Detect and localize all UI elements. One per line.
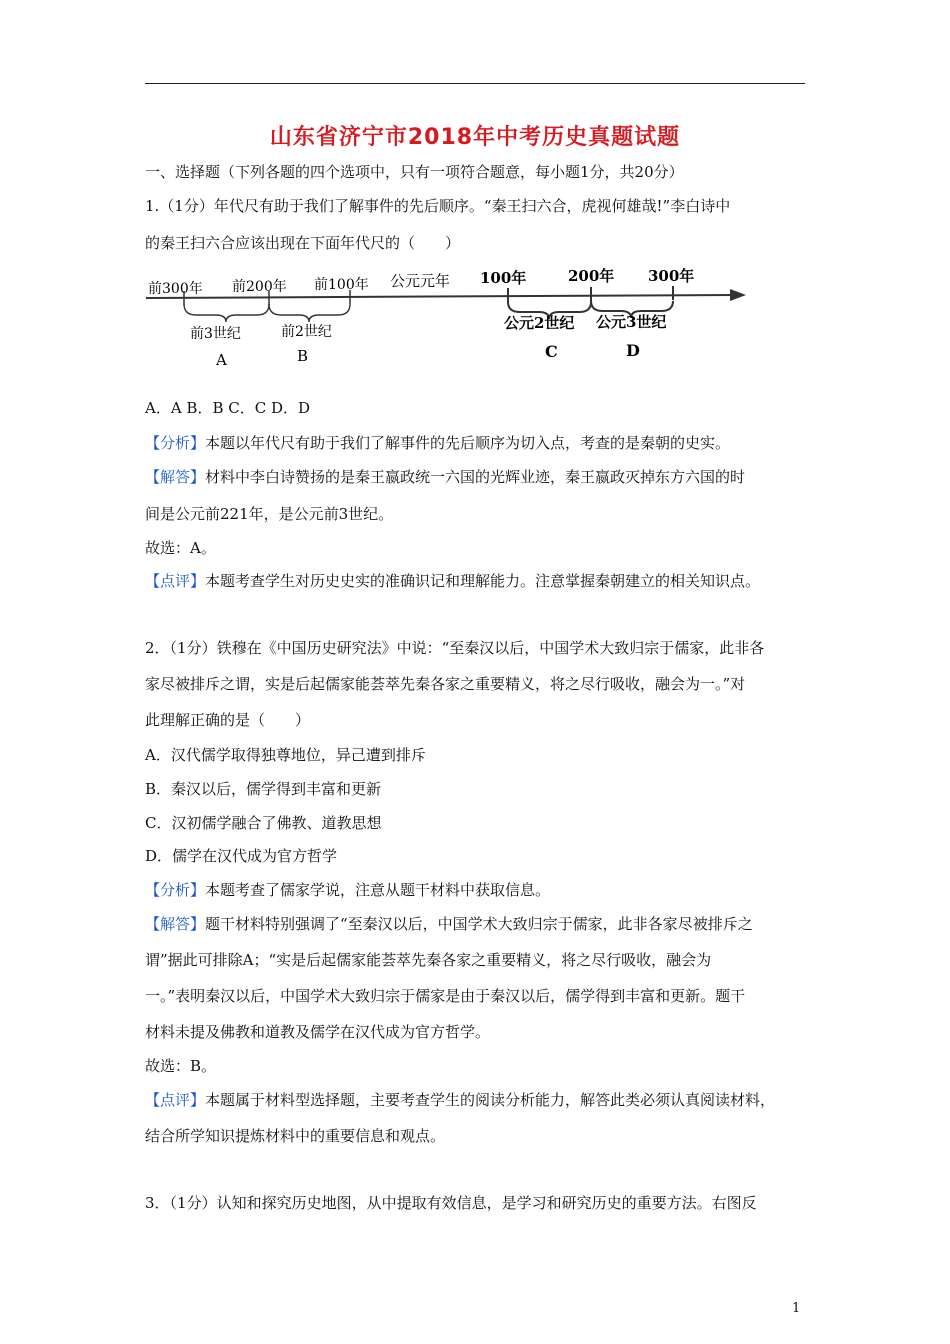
q1-comment-text: 本题考查学生对历史史实的准确识记和理解能力。注意掌握秦朝建立的相关知识点。 — [205, 572, 761, 590]
header-rule — [145, 83, 805, 84]
tick-label: 200年 — [568, 267, 615, 285]
tick-label: 300年 — [648, 267, 695, 285]
span-label: 公元2世纪 — [504, 314, 575, 332]
q1-choice: 故选：A。 — [145, 539, 216, 557]
span-label: 公元3世纪 — [596, 313, 667, 331]
timeline-arrow-icon — [730, 289, 746, 301]
q1-comment — [145, 571, 760, 591]
q2-stem-line2: 家尽被排斥之谓，实是后起儒家能荟萃先秦各家之重要精义，将之尽行吸收，融会为一。”对 — [145, 675, 746, 693]
comment-tag: 【点评】 — [145, 1091, 206, 1109]
q2-answer — [145, 914, 753, 934]
analysis-tag: 【分析】 — [145, 881, 206, 899]
comment-tag: 【点评】 — [145, 572, 206, 590]
q2-analysis-text: 本题考查了儒家学说，注意从题干材料中获取信息。 — [205, 881, 551, 899]
q2-answer-line1: 题干材料特别强调了“至秦汉以后，中国学术大致归宗于儒家，此非各家尽被排斥之 — [205, 915, 753, 933]
q2-analysis — [145, 880, 550, 900]
q1-analysis — [145, 433, 730, 453]
span-label: 前3世纪 — [190, 326, 241, 342]
tick-label: 前300年 — [148, 281, 203, 297]
q2-comment-line1: 本题属于材料型选择题，主要考查学生的阅读分析能力，解答此类必须认真阅读材料， — [205, 1091, 776, 1109]
q2-answer-line4: 材料未提及佛教和道教及儒学在汉代成为官方哲学。 — [145, 1023, 491, 1041]
span-letter: C — [545, 342, 558, 361]
timeline-axis — [146, 295, 736, 298]
q1-answer — [145, 467, 745, 487]
q1-answer-line1: 材料中李白诗赞扬的是秦王嬴政统一六国的光辉业迹，秦王嬴政灭掉东方六国的时 — [205, 468, 746, 486]
timeline-figure — [140, 258, 760, 378]
q1-stem-line2: 的秦王扫六合应该出现在下面年代尺的（ ） — [145, 234, 461, 252]
answer-tag: 【解答】 — [145, 915, 206, 933]
q2-option-c: C．汉初儒学融合了佛教、道教思想 — [145, 814, 382, 832]
q1-options: A．A B．B C．C D．D — [145, 399, 311, 417]
q3-stem-line1: 3．（1分）认知和探究历史地图，从中提取有效信息，是学习和研究历史的重要方法。右图反 — [145, 1194, 757, 1212]
timeline-svg — [140, 258, 760, 378]
page-number: 1 — [792, 1301, 801, 1316]
q2-answer-line2: 谓”据此可排除A；“实是后起儒家能荟萃先秦各家之重要精义，将之尽行吸收，融会为 — [145, 951, 712, 969]
document-title: 山东省济宁市2018年中考历史真题试题 — [269, 125, 681, 150]
q1-answer-line2: 间是公元前221年，是公元前3世纪。 — [145, 505, 394, 523]
q1-analysis-text: 本题以年代尺有助于我们了解事件的先后顺序为切入点，考查的是秦朝的史实。 — [205, 434, 731, 452]
section-heading: 一、选择题（下列各题的四个选项中，只有一项符合题意，每小题1分，共20分） — [145, 163, 684, 181]
tick-label: 前200年 — [232, 279, 287, 295]
span-letter: D — [626, 341, 640, 360]
q1-stem-line1: 1.（1分）年代尺有助于我们了解事件的先后顺序。“秦王扫六合，虎视何雄哉!”李白诗中 — [145, 197, 731, 215]
tick-label: 前100年 — [314, 277, 369, 293]
brace-b — [269, 304, 350, 322]
answer-tag: 【解答】 — [145, 468, 206, 486]
q2-option-d: D．儒学在汉代成为官方哲学 — [145, 847, 338, 865]
q2-comment-line2: 结合所学知识提炼材料中的重要信息和观点。 — [145, 1127, 446, 1145]
span-label: 前2世纪 — [281, 324, 332, 340]
q2-option-b: B．秦汉以后，儒学得到丰富和更新 — [145, 780, 382, 798]
q2-stem-line3: 此理解正确的是（ ） — [145, 711, 311, 729]
q2-comment — [145, 1090, 775, 1110]
q2-choice: 故选：B。 — [145, 1057, 217, 1075]
q2-stem-line1: 2．（1分）铁穆在《中国历史研究法》中说：“至秦汉以后，中国学术大致归宗于儒家，此非各 — [145, 639, 765, 657]
span-letter: B — [297, 347, 309, 365]
tick-label: 100年 — [480, 269, 527, 287]
q2-answer-line3: 一。”表明秦汉以后，中国学术大致归宗于儒家是由于秦汉以后，儒学得到丰富和更新。题干 — [145, 987, 746, 1005]
span-letter: A — [216, 351, 227, 369]
q2-option-a: A．汉代儒学取得独尊地位，异己遭到排斥 — [145, 746, 426, 764]
tick-label: 公元元年 — [390, 272, 451, 290]
brace-a — [184, 304, 269, 322]
analysis-tag: 【分析】 — [145, 434, 206, 452]
